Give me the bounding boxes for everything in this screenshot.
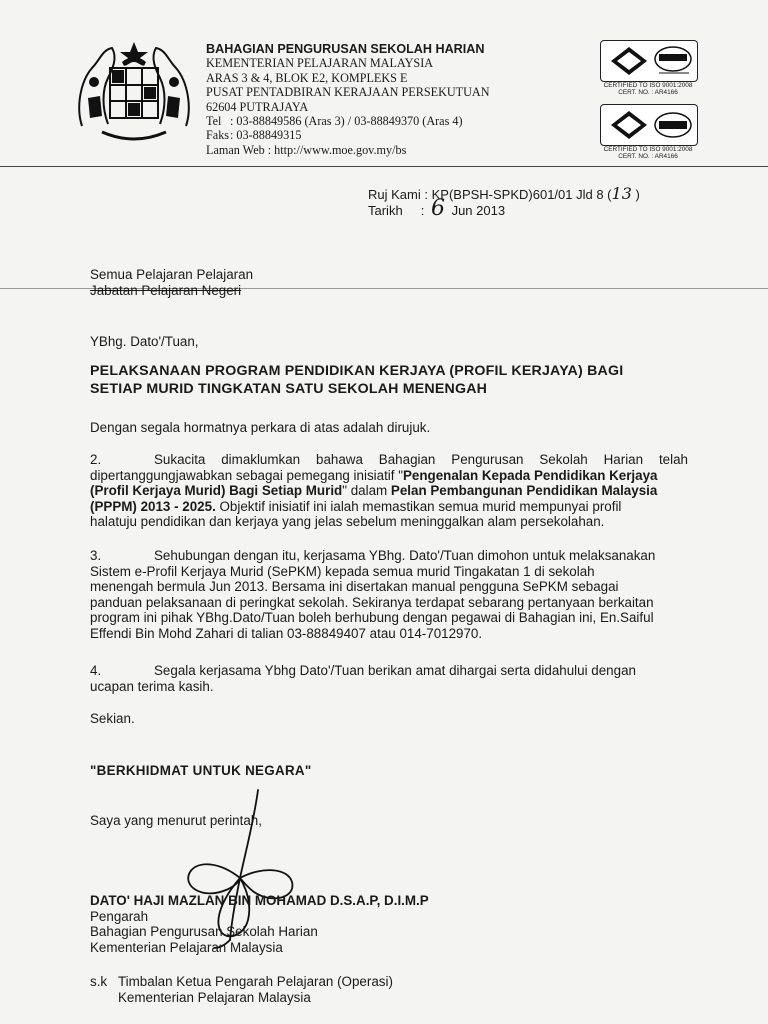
recipient-line-2: Jabatan Pelajaran Negeri bbox=[90, 282, 242, 298]
fax-value: : 03-88849315 bbox=[230, 128, 302, 143]
para3-line-2: Sistem e-Profil Kerjaya Murid (SePKM) kepada semua murid Tingakatan 1 di sekolah bbox=[90, 563, 595, 579]
subject-line-2: SETIAP MURID TINGKATAN SATU SEKOLAH MENENGAH bbox=[90, 380, 488, 397]
paragraph-2 bbox=[90, 452, 688, 530]
opening-sentence: Dengan segala hormatnya perkara di atas adalah dirujuk. bbox=[90, 420, 431, 435]
cc-label: s.k bbox=[90, 974, 108, 989]
motto: "BERKHIDMAT UNTUK NEGARA" bbox=[90, 763, 312, 778]
website-line: Laman Web : http://www.moe.gov.my/bs bbox=[206, 142, 407, 157]
cert-line-1a: CERTIFIED TO ISO 9001:2008 bbox=[603, 82, 693, 89]
iso-cert-badge-2 bbox=[600, 104, 696, 160]
ruj-close: ) bbox=[631, 187, 640, 202]
cert-line-1b: CERT. NO. : AR4166 bbox=[618, 89, 678, 97]
signatory-ministry: Kementerian Pelajaran Malaysia bbox=[90, 939, 283, 955]
org-name: BAHAGIAN PENGURUSAN SEKOLAH HARIAN bbox=[206, 42, 485, 56]
para2-number: 2. bbox=[90, 452, 102, 467]
para3-line-4: panduan pelaksanaan di peringkat sekolah. Sekiranya terdapat sebarang pertanyaan berkaitan bbox=[90, 594, 654, 610]
header-divider bbox=[0, 166, 768, 167]
ruj-handwritten: 13 bbox=[611, 184, 632, 203]
iso-cert-badge-1 bbox=[600, 40, 696, 96]
ruj-value: : KP(BPSH-SPKD)601/01 Jld 8 ( bbox=[424, 187, 612, 202]
para2-line-1: Sukacita dimaklumkan bahawa Bahagian Pengurusan Sekolah Harian telah bbox=[154, 452, 688, 467]
cc-line-1: Timbalan Ketua Pengarah Pelajaran (Operasi) bbox=[118, 974, 393, 989]
subject-line-1: PELAKSANAAN PROGRAM PENDIDIKAN KERJAYA (PROFIL KERJAYA) BAGI bbox=[90, 363, 624, 379]
coat-of-arms-logo bbox=[72, 38, 196, 150]
date-day-handwritten: 6 bbox=[430, 196, 445, 221]
date-line bbox=[368, 196, 640, 221]
cc-line-2: Kementerian Pelajaran Malaysia bbox=[118, 989, 311, 1005]
quality-badge-logo bbox=[600, 40, 698, 82]
para3-line-6: Effendi Bin Mohd Zahari di talian 03-88849407 atau 014-7012970. bbox=[90, 625, 483, 641]
fax-line bbox=[206, 128, 490, 142]
para2-line-2b: Pengenalan Kepada Pendidikan Kerjaya bbox=[402, 467, 658, 483]
para2-line-3c: Pelan Pembangunan Pendidikan Malaysia bbox=[390, 483, 658, 499]
ruj-label: Ruj Kami bbox=[368, 187, 421, 202]
signatory-block bbox=[90, 893, 429, 955]
subject bbox=[90, 363, 690, 398]
quality-badge-logo-2 bbox=[600, 104, 698, 146]
date-label: Tarikh bbox=[368, 203, 403, 218]
recipient-block bbox=[90, 267, 253, 298]
signatory-name: DATO' HAJI MAZLAN BIN MOHAMAD D.S.A.P, D.I.M.P bbox=[90, 893, 429, 908]
para2-line-2a: dipertanggungjawabkan sebagai pemegang inisiatif " bbox=[90, 467, 403, 483]
reference-block bbox=[368, 186, 640, 219]
telephone-line bbox=[206, 114, 490, 128]
para4-number: 4. bbox=[90, 663, 102, 678]
address-line-2: PUSAT PENTADBIRAN KERAJAAN PERSEKUTUAN bbox=[206, 85, 490, 100]
address-line-3: 62604 PUTRAJAYA bbox=[206, 99, 309, 114]
date-colon: : bbox=[420, 203, 425, 218]
para4-line-2: ucapan terima kasih. bbox=[90, 678, 214, 694]
signatory-title: Pengarah bbox=[90, 908, 149, 924]
para3-line-1: Sehubungan dengan itu, kerjasama YBhg. Dato'/Tuan dimohon untuk melaksanakan bbox=[154, 548, 656, 563]
cc-block bbox=[90, 974, 393, 1005]
date-value: Jun 2013 bbox=[451, 203, 506, 218]
para2-line-4a: (PPPM) 2013 - 2025. bbox=[90, 498, 216, 514]
cert-line-2a: CERTIFIED TO ISO 9001:2008 bbox=[603, 146, 693, 153]
obedient-line: Saya yang menurut perintah, bbox=[90, 813, 262, 828]
letterhead bbox=[206, 42, 490, 157]
para2-line-3b: " dalam bbox=[342, 483, 391, 499]
para2-line-3a: (Profil Kerjaya Murid) Bagi Setiap Murid bbox=[90, 483, 343, 499]
ministry-name: KEMENTERIAN PELAJARAN MALAYSIA bbox=[206, 56, 434, 71]
salutation: YBhg. Dato'/Tuan, bbox=[90, 334, 199, 349]
paragraph-3 bbox=[90, 548, 688, 642]
signatory-division: Bahagian Pengurusan Sekolah Harian bbox=[90, 924, 318, 940]
para4-line-1: Segala kerjasama Ybhg Dato'/Tuan berikan amat dihargai serta didahului dengan bbox=[154, 663, 636, 678]
cert-line-2b: CERT. NO. : AR4166 bbox=[618, 153, 678, 161]
fax-label: Faks bbox=[206, 128, 230, 143]
closing: Sekian. bbox=[90, 711, 135, 726]
para3-line-5: program ini pihak YBhg.Dato/Tuan boleh berhubung dengan pegawai di Bahagian ini, En.Saiful bbox=[90, 610, 654, 626]
tel-value: : 03-88849586 (Aras 3) / 03-88849370 (Aras 4) bbox=[230, 114, 463, 129]
paragraph-4 bbox=[90, 663, 688, 694]
para2-line-5: halatuju pendidikan dan kerjaya yang jelas sebelum meninggalkan alam persekolahan. bbox=[90, 514, 605, 530]
para3-line-3: menengah bermula Jun 2013. Bersama ini disertakan manual pengguna SePKM sebagai bbox=[90, 579, 619, 595]
para2-line-4b: Objektif inisiatif ini ialah memastikan semua murid mempunyai profil bbox=[215, 498, 622, 514]
address-line-1: ARAS 3 & 4, BLOK E2, KOMPLEKS E bbox=[206, 70, 408, 85]
tel-label: Tel bbox=[206, 114, 222, 129]
recipient-line-1: Semua Pelajaran Pelajaran bbox=[90, 267, 254, 282]
para3-number: 3. bbox=[90, 548, 102, 563]
